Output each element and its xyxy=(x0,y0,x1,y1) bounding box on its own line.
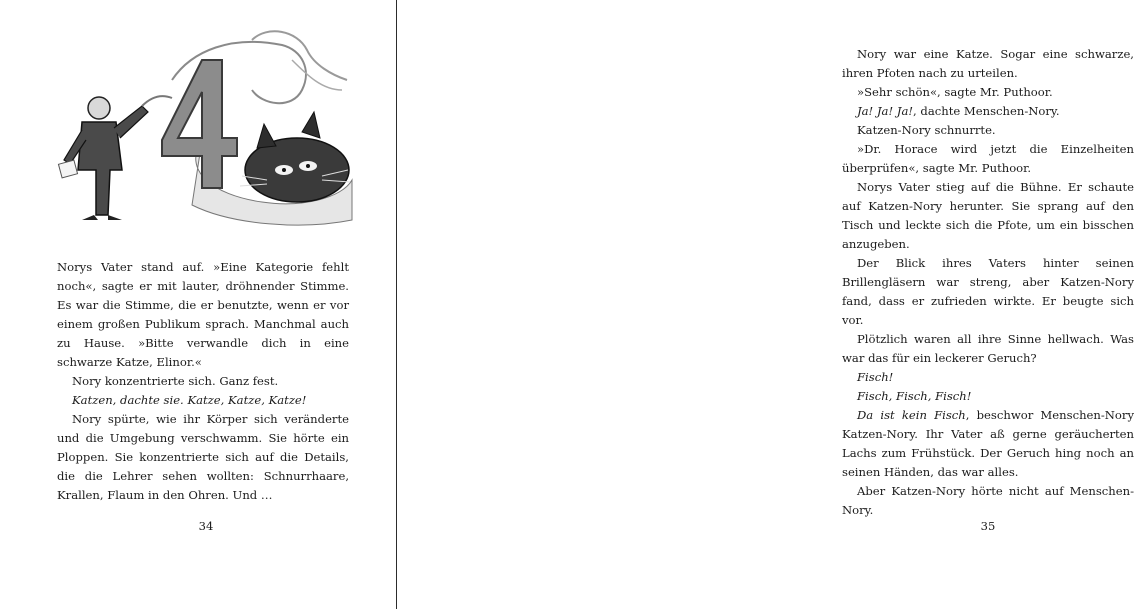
paragraph xyxy=(57,391,349,410)
paragraph-italic-part: Da ist kein Fisch xyxy=(857,408,966,422)
paragraph: Katzen-Nory schnurrte. xyxy=(857,123,996,137)
page-number: 35 xyxy=(980,519,996,533)
right-page-text xyxy=(842,45,1134,520)
paragraph: Nory spürte, wie ihr Körper sich veränderte und die Umgebung verschwamm. Sie hörte ein Ploppen. Sie konzentrierte sich auf die Details, die die Lehrer sehen wollten: Schnurrhaare, Krallen, Flaum in den Ohren. Und … xyxy=(57,412,349,502)
paragraph-part: , beschwor Menschen-Nory Katzen-Nory. Ihr Vater aß gerne geräucherten Lachs zum Frühstück. Der Geruch hing noch an seinen Händen, das war alles. xyxy=(842,408,1134,479)
paragraph-part: , dachte Menschen-Nory. xyxy=(913,104,1060,118)
paragraph: »Sehr schön«, sagte Mr. Puthoor. xyxy=(857,85,1053,99)
man-figure-drawing xyxy=(58,96,172,220)
paragraph: Fisch, Fisch, Fisch! xyxy=(857,389,972,403)
paragraph: Aber Katzen-Nory hörte nicht auf Menschen-Nory. xyxy=(842,484,1134,517)
chapter-illustration xyxy=(52,20,352,235)
paragraph: Nory war eine Katze. Sogar eine schwarze, ihren Pfoten nach zu urteilen. xyxy=(842,47,1134,80)
paragraph-italic-part: Katzen, dachte sie. xyxy=(72,393,188,407)
paragraph: Fisch! xyxy=(857,370,894,384)
chapter-number: 4 xyxy=(172,210,173,211)
right-page xyxy=(397,0,1134,609)
black-cat-drawing xyxy=(240,112,350,202)
paragraph: Der Blick ihres Vaters hinter seinen Brillengläsern war streng, aber Katzen-Nory fand, dass er zufrieden wirkte. Er beugte sich vor. xyxy=(842,256,1134,327)
paragraph: Plötzlich waren all ihre Sinne hellwach. Was war das für ein leckerer Geruch? xyxy=(842,332,1134,365)
paragraph xyxy=(842,102,1134,121)
page-number: 34 xyxy=(198,519,214,533)
paragraph-italic-part: Ja! Ja! Ja! xyxy=(857,104,914,118)
paragraph: Norys Vater stand auf. »Eine Kategorie fehlt noch«, sagte er mit lauter, dröhnender Stimme. Es war die Stimme, die er benutzte, wenn er vor einem großen Publikum sprach. Manchmal auch zu Hause. »Bitte verwandle dich in eine schwarze Katze, Elinor.« xyxy=(57,260,349,369)
paragraph: »Dr. Horace wird jetzt die Einzelheiten überprüfen«, sagte Mr. Puthoor. xyxy=(842,142,1134,175)
paragraph: Norys Vater stieg auf die Bühne. Er schaute auf Katzen-Nory herunter. Sie sprang auf den Tisch und leckte sich die Pfote, um ein bisschen anzugeben. xyxy=(842,180,1134,251)
paragraph xyxy=(842,406,1134,482)
left-page xyxy=(0,0,397,609)
paragraph: Nory konzentrierte sich. Ganz fest. xyxy=(72,374,279,388)
paragraph-italic-part: Katze, Katze, Katze! xyxy=(187,393,307,407)
left-page-text xyxy=(57,258,349,505)
